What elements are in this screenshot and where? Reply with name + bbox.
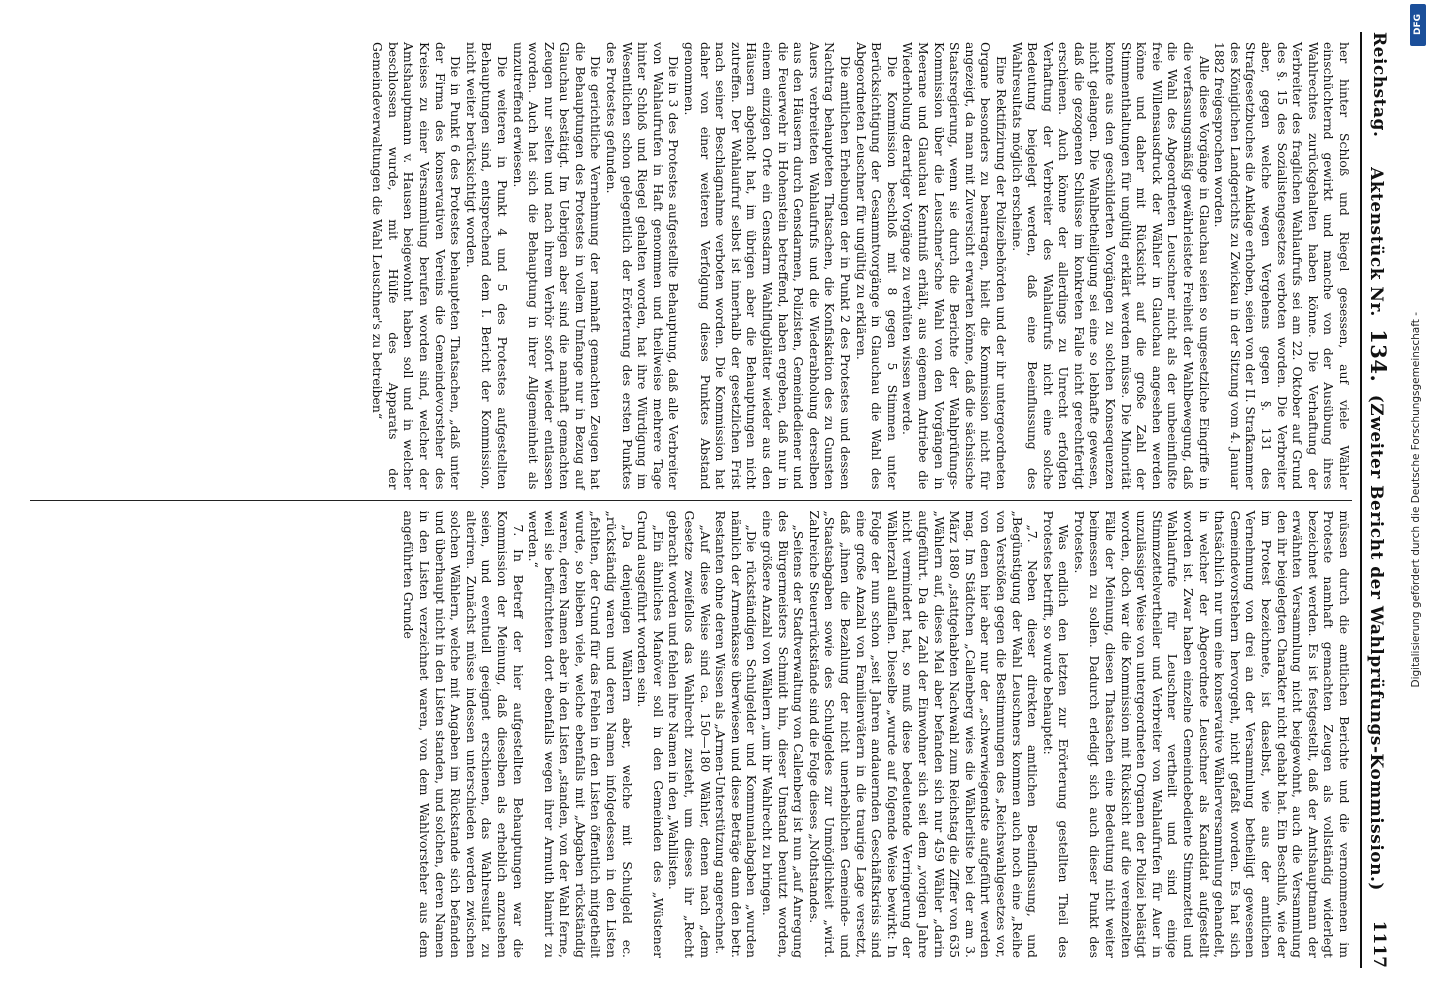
credit-text: Digitalisierung gefördert durch die Deutsche Forschungsgemeinschaft - (1410, 312, 1422, 688)
paragraph: 7. In Betreff der hier aufgestellten Behauptungen war die Kommission der Meinung, daß dieselben als erheblich anzusehen seien, und eventuell geeignet erschienen, das Wahlresultat zu alteriren. Zunächst müsse indessen unterschieden werden zwischen solchen Wählern, welche mit Angaben im Rückstande sich befanden und überhaupt nicht in den Listen standen, und solchen, deren Namen in den Listen verzeichnet waren, von dem Wahlvorsteher aus dem angeführten Grunde (401, 510, 526, 958)
paragraph: Die in 3 des Protestes aufgestellte Behauptung, daß alle Verbreiter von Wahlaufrufen in Haft genommen und theilweise mehrere Tage hinter Schloß und Riegel gehalten worden, hat ihre Würdigung im Wesentlichen schon gelegentlich der Erörterung des ersten Punktes des Protestes gefunden. (604, 42, 682, 490)
document-number: 134. (1366, 329, 1392, 383)
paragraph: Die Kommission beschloß mit 8 gegen 5 Stimmen unter Berücksichtigung der Gesammtvorgänge in Glauchau die Wahl des Abgeordneten Leuschner für ungültig zu erklären. (853, 42, 900, 490)
paragraph: „Auf diese Weise sind ca. 150—180 Wähler, denen nach „dem Gesetze zweifellos das Wahlrecht zusteht, um dieses ihr „Recht gebracht worden und fehlen ihre Namen in den „Wahllisten. (666, 510, 713, 958)
paragraph: Die weiteren in Punkt 4 und 5 des Protestes aufgestellten Behauptungen sind, entsprechend dem I. Bericht der Kommission, nicht weiter berücksichtigt worden. (463, 42, 510, 490)
paragraph: Die amtlichen Erhebungen der in Punkt 2 des Protestes und dessen Nachtrag behaupteten Thatsachen, die Konfiskation des zu Gunsten Auers verbreiteten Wahlaufrufs und die Wiederabholung derselben aus den Häusern durch Gensdarmen, Polizisten, Gemeindediener und die Feuerwehr in Hohenstein betreffend, haben ergeben, daß nur in einem einzigen Orte ein Gensdarm Wahlflugblätter wieder aus den Häusern abgeholt hat, im übrigen aber die Behauptungen nicht zutreffen. Der Wahlaufruf selbst ist innerhalb der gesetzlichen Frist nach seiner Beschlagnahme verboten worden. Die Kommission hat daher von einer weiteren Verfolgung dieses Punktes Abstand genommen. (682, 42, 853, 490)
digitization-credit (1402, 0, 1430, 1000)
paragraph: „Da denjenigen Wählern aber, welche mit Schulgeld ec. „rückständig waren und deren Namen infolgedessen in den Listen „fehlten, der Grund für das Fehlen in den Listen öffentlich mitgetheilt wurde, so blieben viele, welche ebenfalls mit „Abgaben rückständig waren, deren Namen aber in den Listen „standen, von der Wahl ferne, weil sie befürchteten dort ebenfalls wegen ihrer Armuth blamirt zu werden.“ (526, 510, 635, 958)
paragraph: Eine Rektifizirung der Polizeibehörden und der ihr untergeordneten Organe besonders zu beantragen, hielt die Kommission nicht für angezeigt, da man mit Zuversicht erwarten könne, daß die sächsische Staatsregierung, wenn sie durch die Berichte der Wahlprüfungs-Kommission über die Leuschner'sche Wahl von den Vorgängen in Meerane und Glauchau Kenntniß erhält, aus eigenem Antriebe die Wiederholung derartiger Vorgänge zu verhüten wissen werde. (900, 42, 1009, 490)
paragraph: her hinter Schloß und Riegel gesessen, auf viele Wähler einschüchternd gewirkt und manche von der Ausübung ihres Wahlrechtes zurückgehalten haben könne. Die Verhaftung der Verbreiter des fraglichen Wahlaufrufs sei am 22. Oktober auf Grund des §. 15 des Sozialistengesetzes verboten worden. Die Verbreiter aber, gegen welche wegen Vergehens gegen §. 131 des Strafgesetzbuches die Anklage erhoben, seien von der II. Strafkammer des Königlichen Landgerichts zu Zwickau in der Sitzung vom 4. Januar 1882 freigesprochen worden. (1212, 42, 1352, 490)
scanned-page (18, 20, 1414, 980)
paragraph: „7. Neben dieser direkten amtlichen Beeinflussung, und „Begünstigung der Wahl Leuschners kommen auch noch eine „Reihe von Verstößen gegen die Bestimmungen des „Reichswahlgesetzes vor, von denen hier aber nur der „schwerwiegendste aufgeführt werden mag. Im Städtchen „Callenberg wies die Wählerliste bei der am 3. März 1880 „stattgehabten Nachwahl zum Reichstag die Ziffer von 635 „Wählern auf, dieses Mal aber befanden sich nur 459 Wähler „darin aufgeführt. Da die Zahl der Einwohner sich seit dem „vorigen Jahre nicht vermindert hat, so muß diese bedeutende Verringerung der Wählerzahl auffallen. Dieselbe „wurde auf folgende Weise bewirkt: In Folge der nun schon „seit Jahren andauernden Geschäftskrisis sind eine große Anzahl von Familienvätern in die traurige Lage versetzt, daß „ihnen die Bezahlung der nicht unerheblichen Gemeinde- und „Staatsabgaben sowie des Schulgeldes zur Unmöglichkeit „wird. Zahlreiche Steuerrückstände sind die Folge dieses „Nothstandes. (806, 510, 1041, 958)
page-number: 1117 (1369, 920, 1389, 968)
right-column (30, 500, 1352, 969)
paragraph: Die in Punkt 6 des Protestes behaupteten Thatsachen, „daß unter der Firma des konservativen Vereins die Gemeindevorsteher des Kreises zu einer Versammlung berufen worden sind, welcher der Amtshauptmann v. Hausen beigewohnt haben soll und in welcher beschlossen wurde, mit Hülfe des Apparats der Gemeindeverwaltungen die Wahl Leuschner's zu betreiben“ (370, 42, 464, 490)
paragraph: Was endlich den letzten zur Erörterung gestellten Theil des Protestes betrifft, so wurde behauptet: (1040, 510, 1072, 958)
dfg-logo (1410, 4, 1426, 46)
paragraph: „Die rückständigen Schulgelder und Kommunalabgaben „wurden nämlich der Armenkasse überwiesen und diese Beträge dann den betr. Restanten ohne deren Wissen als „Armen-Unterstützung angerechnet. (713, 510, 760, 958)
paragraph: Alle diese Vorgänge in Glauchau seien so ungesetzliche Eingriffe in die verfassungsmäßig gewährleistete Freiheit der Wahlbewegung, daß die Wahl des Abgeordneten Leuschner nicht als der unbeeinflußte freie Willensausdruck der Wähler in Glauchau angesehen werden könne und daher mit Rücksicht auf die große Zahl der Stimmenthaltungen für ungültig erklärt werden müsse. Die Minorität konnte aus den geschilderten Vorgängen zu solchen Konsequenzen nicht gelangen. Die Wahlbetheiligung sei eine so lebhafte gewesen, daß die gezogenen Schlüsse im konkreten Falle nicht gerechtfertigt erschienen. Auch könne der allerdings zu Unrecht erfolgten Verhaftung der Verbreiter des Wahlaufrufs nicht eine solche Bedeutung beigelegt werden, daß eine Beeinflussung des Wahlresultats möglich erscheine. (1009, 42, 1212, 490)
paragraph: „Ein ähnliches Manöver soll in den Gemeinden des „Wüstener Grund ausgeführt worden sein. (635, 510, 666, 958)
header-title (1367, 167, 1392, 891)
header-left: Reichstag. (1369, 32, 1389, 138)
page-header (1360, 32, 1396, 968)
paragraph: „Seitens der Stadtverwaltung von Callenberg ist nun „auf Anregung des Bürgermeisters Schmidt hin, dieser Umstand benutzt worden, eine größere Anzahl von Wählern „um ihr Wahlrecht zu bringen. (760, 510, 807, 958)
left-column (30, 32, 1352, 500)
dfg-logo-text: DFG (1413, 14, 1423, 36)
paragraph: müssen durch die amtlichen Berichte und die vernommenen im Proteste namhaft gemachten Zeugen als vollständig widerlegt bezeichnet werden. Es ist festgestellt, daß der Amtshauptmann der erwähnten Versammlung nicht beigewohnt, auch die Versammlung den ihr beigelegten Charakter nicht gehabt hat. Ein Beschluß, wie der im Protest bezeichnete, ist daselbst, wie aus der amtlichen Vernehmung von drei an der Versammlung betheiligt gewesenen Gemeindevorstehern hervorgeht, nicht gefaßt worden. Es hat sich thatsächlich nur um eine konservative Wählerversammlung gehandelt, in welcher der Abgeordnete Leuschner als Kandidat aufgestellt worden ist. Zwar haben einzelne Gemeindebediente Stimmzettel und Wahlaufrufe für Leuschner vertheilt und sind einige Stimmzettelvertheiler und Verbreiter von Wahlaufrufen für Auer in unzulässiger Weise von untergeordneten Organen der Polizei belästigt worden, doch war die Kommission mit Rücksicht auf die vereinzelten Fälle der Meinung, diesen Thatsachen eine Bedeutung nicht weiter beimessen zu sollen. Dadurch erledigt sich auch dieser Punkt des Protestes. (1071, 510, 1352, 958)
text-columns (30, 32, 1352, 968)
paragraph: Die gerichtliche Vernehmung der namhaft gemachten Zeugen hat die Behauptungen des Protestes in vollem Umfange nur in Bezug auf Glauchau bestätigt. Im Uebrigen aber sind die namhaft gemachten Zeugen nur selten und nach ihrem Verhör sofort wieder entlassen worden. Auch hat sich die Behauptung in ihrer Allgemeinheit als unzutreffend erwiesen. (510, 42, 604, 490)
header-title-suffix: (Zweiter Bericht der Wahlprüfungs-Kommission.) (1366, 394, 1387, 891)
header-title-prefix: Aktenstück Nr. (1366, 167, 1387, 317)
